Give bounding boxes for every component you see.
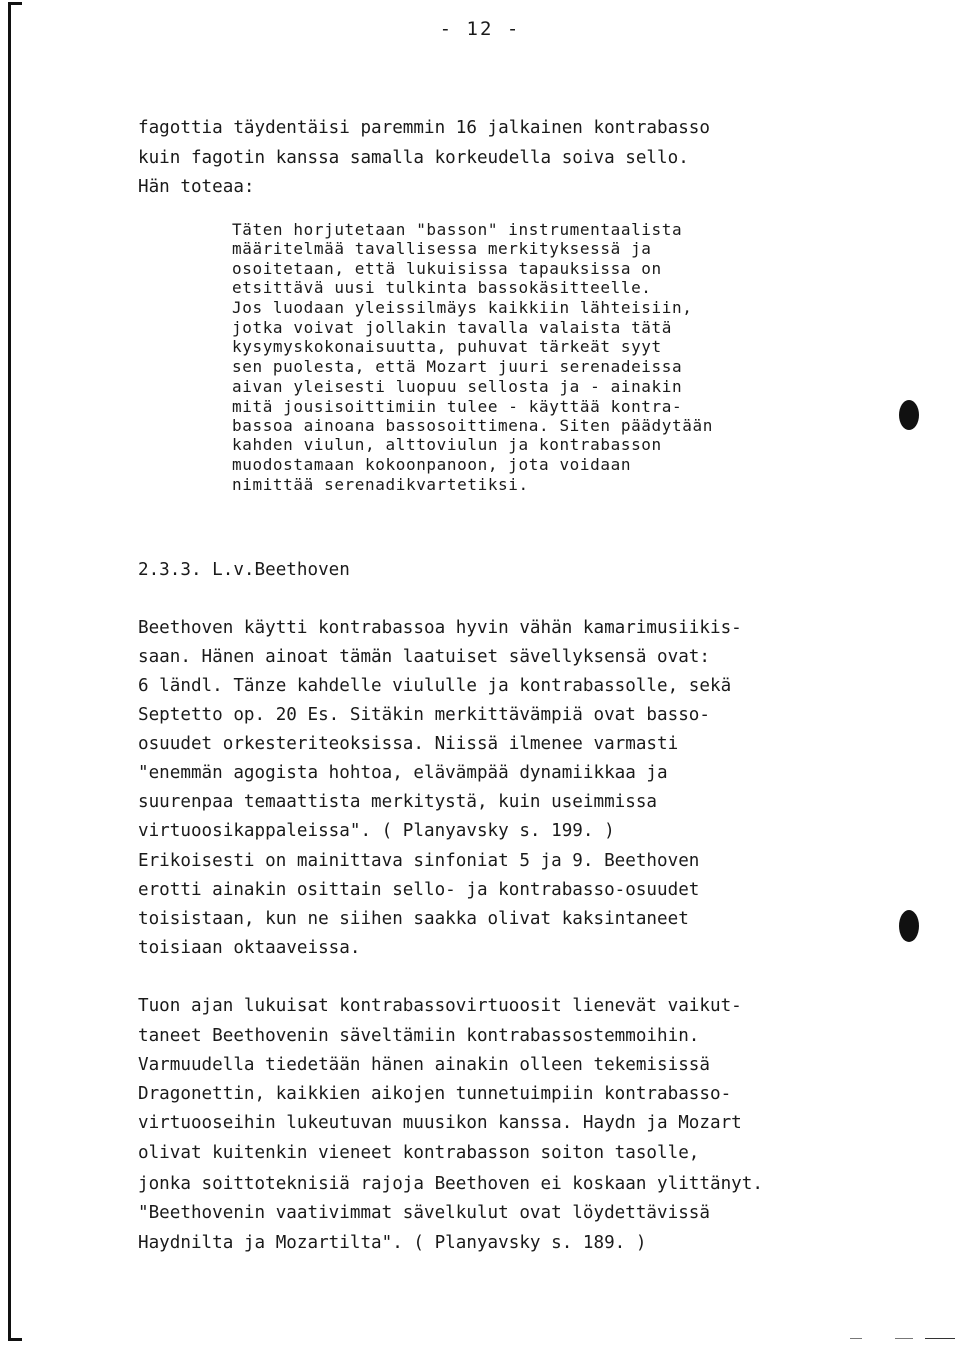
paragraph-line: 6 ländl. Tänze kahdelle viululle ja kontrabassolle, sekä bbox=[138, 676, 732, 696]
paragraph-line: osuudet orkesteriteoksissa. Niissä ilmenee varmasti bbox=[138, 734, 679, 754]
scan-artifact-line bbox=[895, 1338, 913, 1339]
paragraph-line: Erikoisesti on mainittava sinfoniat 5 ja 9. Beethoven bbox=[138, 851, 700, 871]
paragraph-line: toisistaan, kun ne siihen saakka olivat kaksintaneet bbox=[138, 909, 689, 929]
punch-hole-mark bbox=[899, 400, 919, 430]
paragraph-line: toisiaan oktaaveissa. bbox=[138, 938, 361, 958]
quote-line: kahden viulun, alttoviulun ja kontrabasson bbox=[232, 435, 662, 454]
paragraph-line: virtuooseihin lukeutuvan muusikon kanssa. Haydn ja Mozart bbox=[138, 1113, 742, 1133]
paragraph-line: kuin fagotin kanssa samalla korkeudella soiva sello. bbox=[138, 148, 689, 168]
paragraph-line: erotti ainakin osittain sello- ja kontrabasso-osuudet bbox=[138, 880, 700, 900]
page-number: - 12 - bbox=[439, 18, 521, 40]
quote-line: kysymyskokonaisuutta, puhuvat tärkeät syyt bbox=[232, 337, 662, 356]
quote-line: bassoa ainoana bassosoittimena. Siten päädytään bbox=[232, 416, 713, 435]
paragraph-line: fagottia täydentäisi paremmin 16 jalkainen kontrabasso bbox=[138, 118, 710, 138]
quote-line: Täten horjutetaan "basson" instrumentaalista bbox=[232, 220, 683, 239]
paragraph-line: taneet Beethovenin säveltämiin kontrabassostemmoihin. bbox=[138, 1026, 700, 1046]
quote-line: muodostamaan kokoonpanoon, jota voidaan bbox=[232, 455, 632, 474]
quote-line: jotka voivat jollakin tavalla valaista tätä bbox=[232, 318, 673, 337]
quote-line: Jos luodaan yleissilmäys kaikkiin lähteisiin, bbox=[232, 298, 693, 317]
quote-line: osoitetaan, että lukuisissa tapauksissa on bbox=[232, 259, 662, 278]
scan-artifact-line bbox=[850, 1338, 862, 1339]
paragraph-line: suurenpaa temaattista merkitystä, kuin useimmissa bbox=[138, 792, 658, 812]
quote-line: etsittävä uusi tulkinta bassokäsitteelle. bbox=[232, 278, 652, 297]
paragraph-line: Septetto op. 20 Es. Sitäkin merkittävämpiä ovat basso- bbox=[138, 705, 710, 725]
paragraph-line: "enemmän agogista hohtoa, elävämpää dynamiikkaa ja bbox=[138, 763, 668, 783]
section-heading: 2.3.3. L.v.Beethoven bbox=[138, 560, 350, 580]
quote-line: nimittää serenadikvartetiksi. bbox=[232, 475, 529, 494]
paragraph-line: Haydnilta ja Mozartilta". ( Planyavsky s. 189. ) bbox=[138, 1233, 647, 1253]
paragraph-line: jonka soittoteknisiä rajoja Beethoven ei koskaan ylittänyt. bbox=[138, 1174, 763, 1194]
quote-line: sen puolesta, että Mozart juuri serenadeissa bbox=[232, 357, 683, 376]
quote-line: aivan yleisesti luopuu sellosta ja - ainakin bbox=[232, 377, 683, 396]
paragraph-line: saan. Hänen ainoat tämän laatuiset sävellyksensä ovat: bbox=[138, 647, 710, 667]
paragraph-line: Beethoven käytti kontrabassoa hyvin vähän kamarimusiikis- bbox=[138, 618, 742, 638]
paragraph-line: Hän toteaa: bbox=[138, 177, 255, 197]
paragraph-line: olivat kuitenkin vieneet kontrabasson soiton tasolle, bbox=[138, 1143, 700, 1163]
quote-line: määritelmää tavallisessa merkityksessä ja bbox=[232, 239, 652, 258]
scan-artifact-line bbox=[925, 1338, 955, 1339]
paragraph-line: Tuon ajan lukuisat kontrabassovirtuoosit lienevät vaikut- bbox=[138, 996, 742, 1016]
paragraph-line: Varmuudella tiedetään hänen ainakin olleen tekemisissä bbox=[138, 1055, 710, 1075]
page-edge-line bbox=[8, 2, 11, 1340]
page-corner-top bbox=[8, 2, 22, 5]
quote-line: mitä jousisoittimiin tulee - käyttää kontra- bbox=[232, 397, 683, 416]
page-corner-bottom bbox=[8, 1338, 22, 1341]
punch-hole-mark bbox=[899, 910, 919, 942]
paragraph-line: Dragonettin, kaikkien aikojen tunnetuimpiin kontrabasso- bbox=[138, 1084, 732, 1104]
paragraph-line: virtuoosikappaleissa". ( Planyavsky s. 199. ) bbox=[138, 821, 615, 841]
paragraph-line: "Beethovenin vaativimmat sävelkulut ovat löydettävissä bbox=[138, 1203, 710, 1223]
